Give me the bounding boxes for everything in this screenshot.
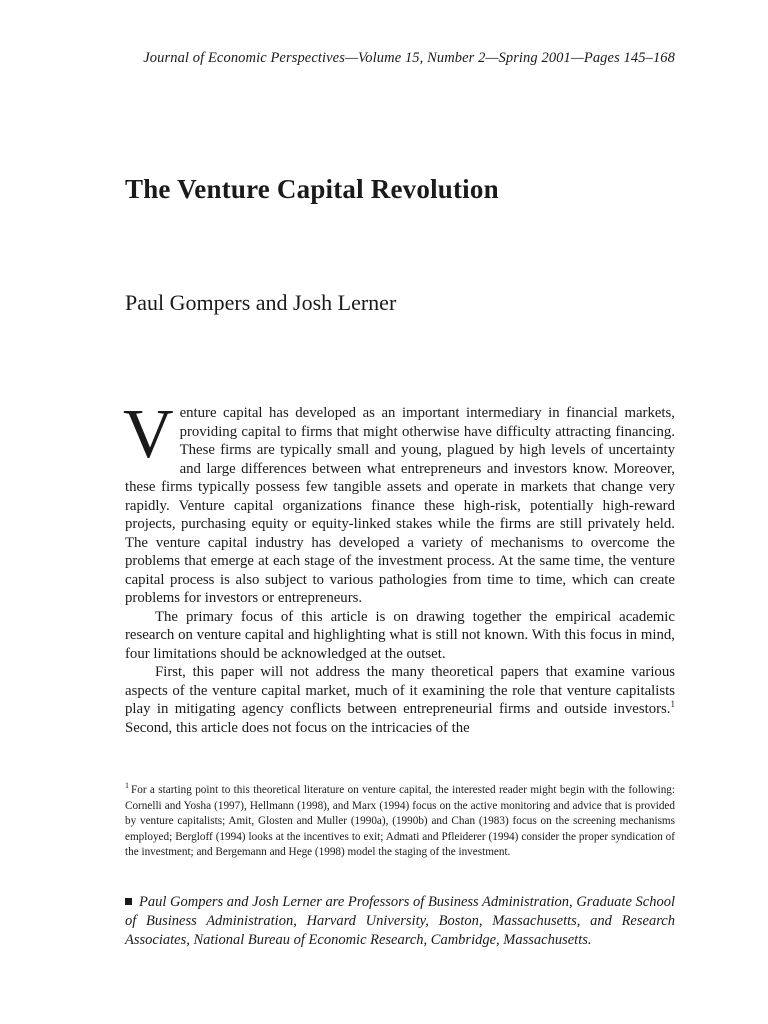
- paragraph-text: First, this paper will not address the many theoretical papers that examine various aspects of the venture capital market, much of it examining the role that venture capitalists play in mitigating agency conflicts between entrepreneurial firms and outside investors.: [125, 664, 675, 717]
- footnote: [125, 783, 675, 861]
- footnote-reference[interactable]: 1: [670, 699, 675, 710]
- footnote-text: For a starting point to this theoretical literature on venture capital, the interested reader might begin with the following: Cornelli and Yosha (1997), Hellmann (1998), and Marx (1994) focus on the active monitoring and advice that is provided by venture capitalists; Amit, Glosten and Muller (1990a), (1990b) and Chan (1983) focus on the screening mechanisms employed; Bergloff (1994) looks at the incentives to exit; Admati and Pfleiderer (1994) consider the proper syndication of the investment; and Bergemann and Hege (1998) model the staging of the investment.: [125, 784, 675, 858]
- paragraph-text: enture capital has developed as an important intermediary in financial markets, providing capital to firms that might otherwise have difficulty attracting financing. These firms are typically small and young, plagued by high levels of uncertainty and large differences between what entrepreneurs and investors know. Moreover, these firms typically possess few tangible assets and operate in markets that change very rapidly. Venture capital organizations finance these high-risk, potentially high-reward projects, purchasing equity or equity-linked stakes while the firms are still privately held. The venture capital industry has developed a variety of mechanisms to overcome the problems that emerge at each stage of the investment process. At the same time, the venture capital process is also subject to various pathologies from time to time, which can create problems for investors or entrepreneurs.: [125, 405, 675, 606]
- body-paragraph: The primary focus of this article is on drawing together the empirical academic research on venture capital and highlighting what is still not known. With this focus in mind, four limitations should be acknowledged at the outset.: [125, 608, 675, 662]
- footnote-marker: 1: [125, 781, 129, 791]
- body-paragraph: [125, 663, 675, 737]
- author-affiliation: [125, 893, 675, 950]
- square-bullet-icon: [125, 898, 132, 905]
- article-body: [123, 396, 675, 737]
- affiliation-text: Paul Gompers and Josh Lerner are Professors of Business Administration, Graduate School of Business Administration, Harvard University, Boston, Massachusetts, and Research Associates, National Bureau of Economic Research, Cambridge, Massachusetts.: [125, 894, 675, 948]
- paragraph-text: Second, this article does not focus on the intricacies of the: [125, 719, 470, 736]
- drop-cap: V: [123, 396, 174, 473]
- journal-header: Journal of Economic Perspectives—Volume 15, Number 2—Spring 2001—Pages 145–168: [143, 50, 675, 66]
- article-title: The Venture Capital Revolution: [125, 174, 499, 204]
- body-paragraph: [123, 396, 675, 608]
- article-authors: Paul Gompers and Josh Lerner: [125, 290, 397, 315]
